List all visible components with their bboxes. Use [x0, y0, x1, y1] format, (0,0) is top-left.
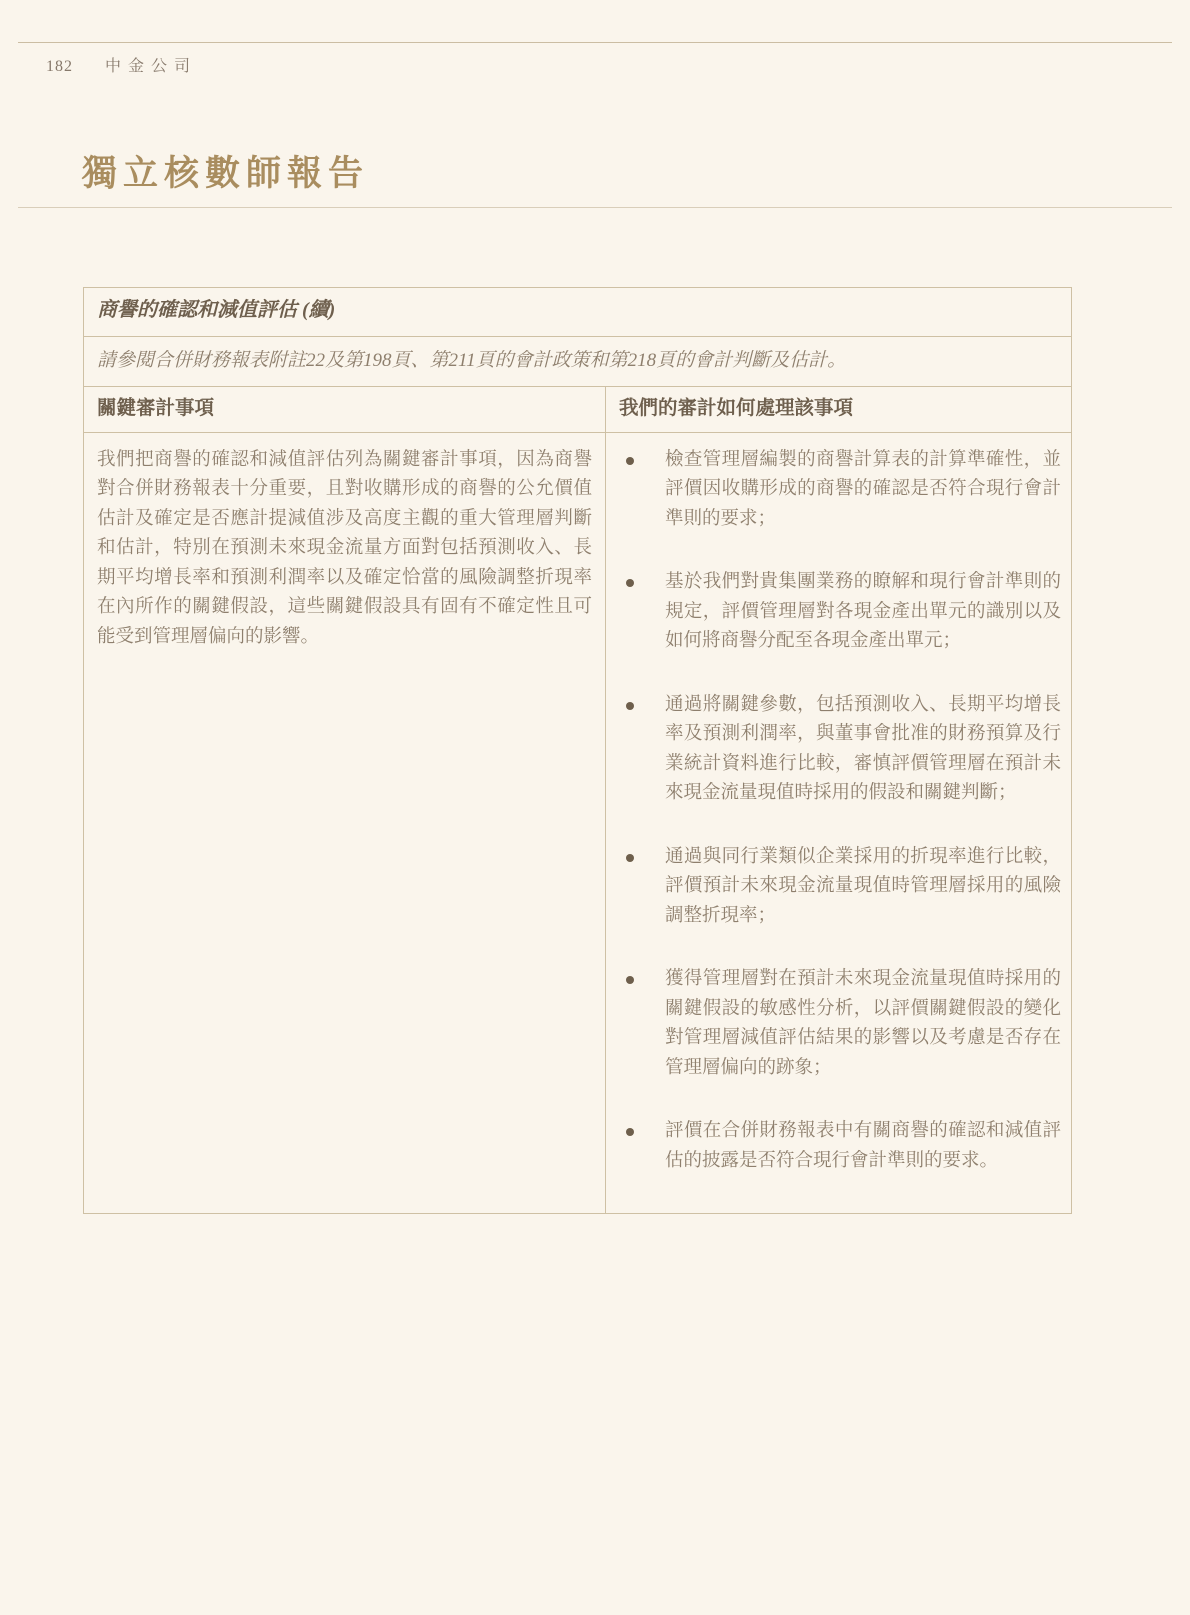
- list-item: [606, 691, 1061, 809]
- list-item: [606, 568, 1061, 657]
- bullet-icon: [626, 702, 634, 710]
- key-audit-matter-cell: [84, 433, 606, 1213]
- list-item: [606, 446, 1061, 535]
- bullet-text: 獲得管理層對在預計未來現金流量現值時採用的關鍵假設的敏感性分析，以評價關鍵假設的變化對管理層減值評估結果的影響以及考慮是否存在管理層偏向的跡象；: [665, 969, 1061, 1078]
- list-item: [606, 1117, 1061, 1176]
- bullet-text: 檢查管理層編製的商譽計算表的計算準確性，並評價因收購形成的商譽的確認是否符合現行會計準則的要求；: [665, 449, 1061, 529]
- list-item: [606, 843, 1061, 932]
- company-name: 中金公司: [105, 58, 198, 75]
- bullet-text: 基於我們對貴集團業務的瞭解和現行會計準則的規定，評價管理層對各現金產出單元的識別以及如何將商譽分配至各現金產出單元；: [665, 572, 1061, 651]
- bullet-icon: [626, 1128, 634, 1136]
- bullet-text: 通過與同行業類似企業採用的折現率進行比較，評價預計未來現金流量現值時管理層採用的風險調整折現率；: [665, 846, 1061, 926]
- header-rule: [18, 42, 1172, 43]
- bullet-icon: [626, 457, 634, 465]
- audit-response-cell: [606, 433, 1071, 1213]
- key-audit-matter-table: [83, 287, 1072, 1214]
- column-header-row: [84, 387, 1071, 433]
- section-title-row: [84, 288, 1071, 337]
- reference-note-row: [84, 337, 1071, 388]
- key-audit-matter-text: 我們把商譽的確認和減值評估列為關鍵審計事項，因為商譽對合併財務報表十分重要，且對收購形成的商譽的公允價值估計及確定是否應計提減值涉及高度主觀的重大管理層判斷和估計，特別在預測未來現金流量方面對包括預測收入、長期平均增長率和預測利潤率以及確定恰當的風險調整折現率在內所作的關鍵假設，這些關鍵假設具有固有不確定性且可能受到管理層偏向的影響。: [97, 449, 592, 647]
- bullet-icon: [626, 579, 634, 587]
- title-rule: [18, 207, 1172, 208]
- bullet-icon: [626, 854, 634, 862]
- column-header-audit-response: 我們的審計如何處理該事項: [619, 398, 854, 419]
- audit-response-list: [606, 446, 1061, 1177]
- section-title: 商譽的確認和減值評估 (續): [97, 299, 336, 321]
- bullet-text: 評價在合併財務報表中有關商譽的確認和減值評估的披露是否符合現行會計準則的要求。: [665, 1121, 1061, 1171]
- list-item: [606, 965, 1061, 1083]
- table-body-row: [84, 433, 1071, 1213]
- bullet-text: 通過將關鍵參數，包括預測收入、長期平均增長率及預測利潤率，與董事會批准的財務預算及行業統計資料進行比較，審慎評價管理層在預計未來現金流量現值時採用的假設和關鍵判斷；: [665, 694, 1061, 803]
- column-header-key-audit-matter: 關鍵審計事項: [84, 387, 606, 432]
- page-header: [46, 53, 197, 76]
- reference-note: 請參閱合併財務報表附註22及第198頁、第211頁的會計政策和第218頁的會計判斷及估計。: [97, 349, 847, 371]
- bullet-icon: [626, 976, 634, 984]
- page-number: 182: [46, 58, 73, 75]
- page-title: 獨立核數師報告: [82, 154, 370, 193]
